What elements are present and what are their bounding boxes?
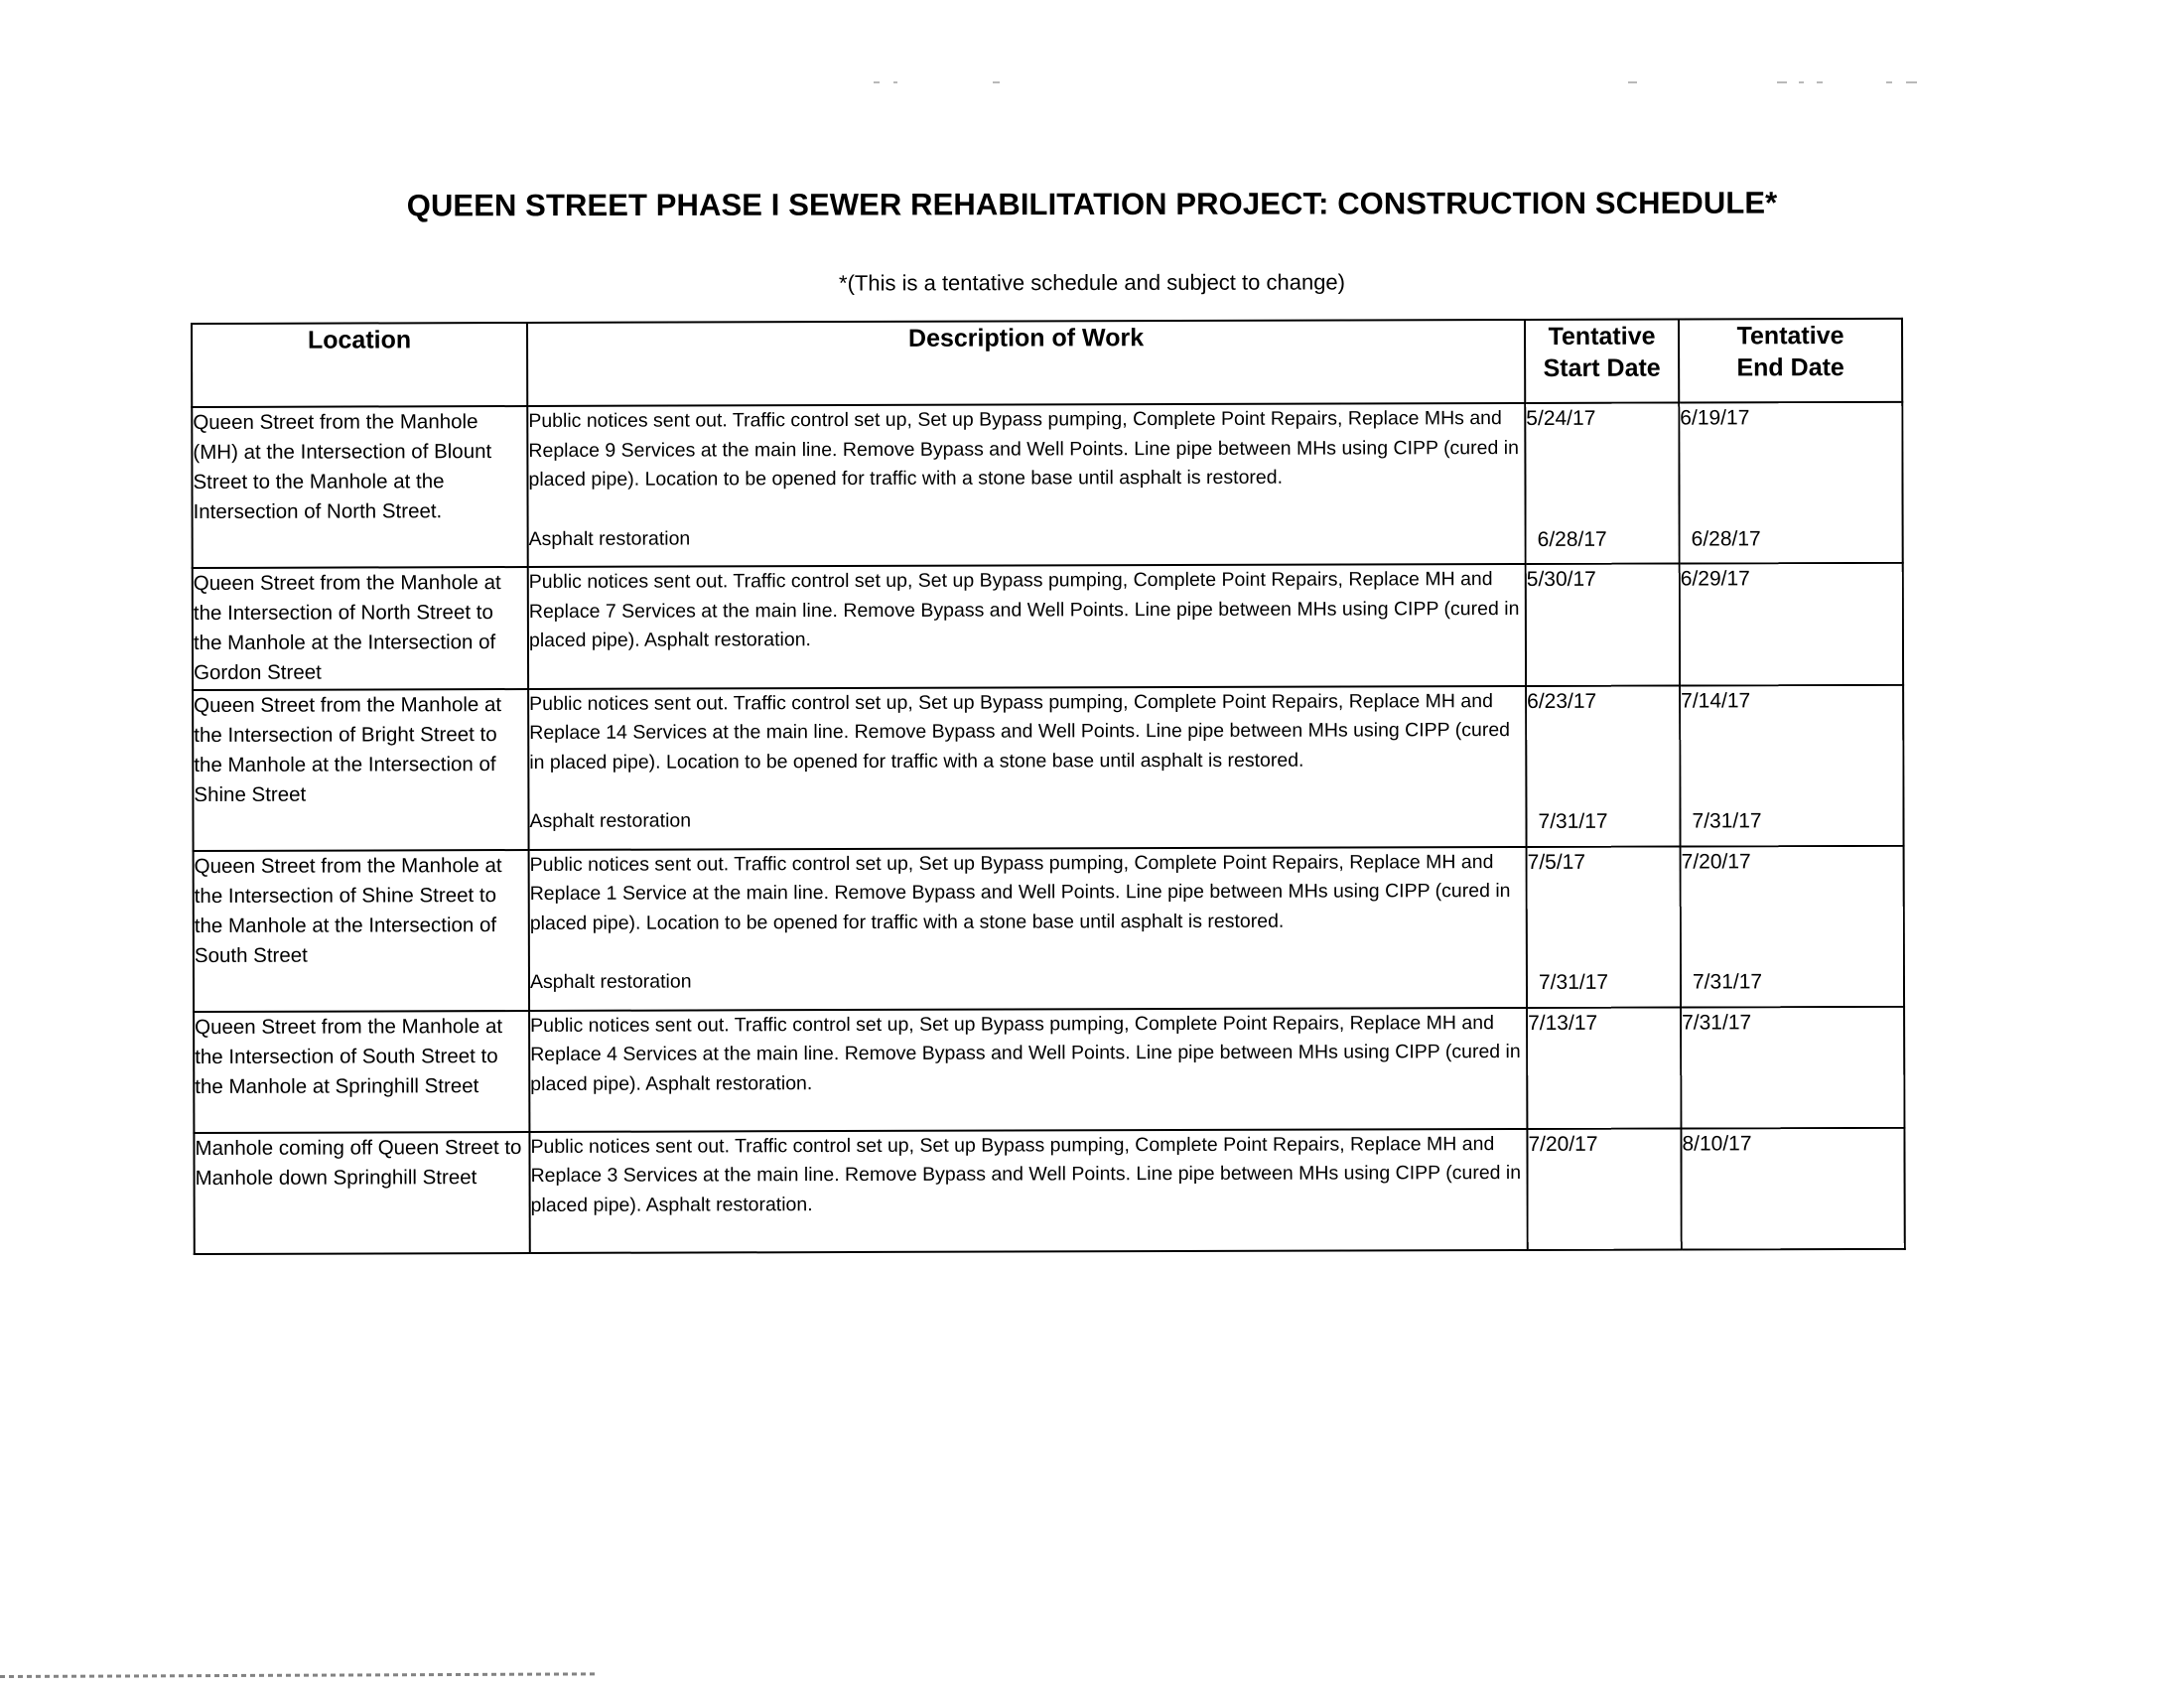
page-title: QUEEN STREET PHASE I SEWER REHABILITATION PROJECT: CONSTRUCTION SCHEDULE*: [406, 185, 1778, 223]
cell-description: [529, 1129, 1527, 1253]
table-body: [192, 402, 1905, 1254]
cell-start-date-primary: 6/23/17: [1527, 689, 1597, 713]
cell-location: Queen Street from the Manhole at the Intersection of Shine Street to the Manhole at the Intersection of South Street: [194, 849, 529, 1011]
cell-description: [529, 847, 1527, 1011]
construction-schedule-table: [191, 318, 1906, 1255]
column-header-description-label: Description of Work: [907, 324, 1145, 352]
cell-start-date-secondary: 7/31/17: [1538, 970, 1609, 995]
schedule-table-container: [191, 318, 1904, 1255]
table-row: [192, 402, 1902, 568]
column-header-location: [192, 323, 527, 407]
cell-end-date-secondary: 7/31/17: [1692, 970, 1763, 994]
table-row: [194, 845, 1904, 1011]
cell-end-date-secondary: 6/28/17: [1691, 526, 1761, 551]
scan-speckle-artifacts: [0, 77, 2184, 91]
table-row: [194, 1127, 1904, 1253]
cell-end-date-primary: 7/14/17: [1681, 688, 1751, 713]
column-header-end-date-line2: End Date: [1736, 353, 1844, 382]
cell-location: Queen Street from the Manhole at the Intersection of South Street to the Manhole at Springhill Street: [194, 1010, 529, 1132]
cell-description-asphalt: Asphalt restoration: [529, 809, 692, 833]
table-row: [193, 563, 1903, 690]
cell-location: Queen Street from the Manhole at the Intersection of Bright Street to the Manhole at the Intersection of Shine Street: [193, 688, 528, 850]
cell-start-date: [1526, 564, 1680, 686]
column-header-end-date: [1679, 319, 1902, 403]
column-header-description: [527, 320, 1525, 406]
cell-end-date: [1680, 684, 1903, 846]
cell-description-main: Public notices sent out. Traffic control set up, Set up Bypass pumping, Complete Point Repairs, Replace MH and Replace 3 Services at the main line. Remove Bypass and Well Points. Line pipe between MHs using CIPP (cured in placed pipe). Asphalt restoration.: [530, 1132, 1522, 1216]
cell-location: Queen Street from the Manhole at the Intersection of North Street to the Manhole at the Intersection of Gordon Street: [193, 567, 528, 690]
cell-start-date-primary: 7/20/17: [1528, 1132, 1598, 1156]
cell-end-date-primary: 7/31/17: [1682, 1010, 1752, 1035]
cell-end-date-primary: 6/29/17: [1680, 567, 1750, 591]
cell-description-main: Public notices sent out. Traffic control set up, Set up Bypass pumping, Complete Point Repairs, Replace MH and Replace 14 Services at the main line. Remove Bypass and Well Points. Line pipe between MHs using CIPP (cured in placed pipe). Location to be opened for traffic with a stone base until asphalt is restored.: [529, 689, 1511, 774]
table-row: [193, 684, 1903, 850]
cell-start-date: [1527, 1128, 1681, 1249]
cell-description-main: Public notices sent out. Traffic control set up, Set up Bypass pumping, Complete Point Repairs, Replace MH and Replace 1 Service at the main line. Remove Bypass and Well Points. Line pipe between MHs using CIPP (cured in placed pipe). Location to be opened for traffic with a stone base until asphalt is restored.: [529, 850, 1511, 934]
scan-bottom-edge-artifact: [0, 1672, 596, 1678]
cell-start-date: [1525, 403, 1679, 564]
cell-end-date-primary: 7/20/17: [1681, 849, 1751, 874]
cell-end-date: [1679, 402, 1902, 564]
cell-location: Queen Street from the Manhole (MH) at the Intersection of Blount Street to the Manhole at the Intersection of North Street.: [192, 406, 527, 568]
column-header-start-date-line1: Tentative: [1548, 322, 1656, 351]
cell-start-date-secondary: 7/31/17: [1538, 809, 1608, 834]
cell-description-main: Public notices sent out. Traffic control set up, Set up Bypass pumping, Complete Point Repairs, Replace MH and Replace 7 Services at the main line. Remove Bypass and Well Points. Line pipe between MHs using CIPP (cured in placed pipe). Asphalt restoration.: [528, 568, 1520, 652]
cell-description-asphalt: Asphalt restoration: [529, 970, 692, 994]
cell-description: [528, 564, 1526, 688]
cell-description-main: Public notices sent out. Traffic control set up, Set up Bypass pumping, Complete Point Repairs, Replace MHs and Replace 9 Services at the main line. Remove Bypass and Well Points. Line pipe between MHs using CIPP (cured in placed pipe). Location to be opened for traffic with a stone base until asphalt is restored.: [528, 407, 1519, 492]
cell-start-date-primary: 7/5/17: [1527, 850, 1586, 874]
cell-end-date-secondary: 7/31/17: [1692, 809, 1762, 833]
cell-start-date: [1526, 685, 1680, 846]
column-header-start-date: [1525, 320, 1679, 403]
table-header-row: [192, 319, 1902, 407]
table-row: [194, 1006, 1904, 1132]
cell-start-date-primary: 5/30/17: [1526, 567, 1596, 592]
cell-start-date: [1527, 846, 1681, 1007]
cell-end-date: [1681, 1006, 1904, 1128]
cell-description-asphalt: Asphalt restoration: [528, 527, 691, 550]
cell-start-date-primary: 5/24/17: [1526, 406, 1596, 431]
cell-start-date-secondary: 6/28/17: [1537, 527, 1607, 551]
column-header-location-label: Location: [307, 326, 412, 354]
cell-end-date-primary: 8/10/17: [1682, 1131, 1752, 1156]
cell-description: [528, 686, 1526, 850]
cell-end-date: [1680, 563, 1903, 685]
cell-end-date: [1681, 1127, 1904, 1249]
cell-description: [527, 403, 1525, 567]
column-header-end-date-line1: Tentative: [1736, 322, 1844, 351]
cell-end-date: [1681, 845, 1904, 1007]
cell-description-main: Public notices sent out. Traffic control set up, Set up Bypass pumping, Complete Point Repairs, Replace MH and Replace 4 Services at the main line. Remove Bypass and Well Points. Line pipe between MHs using CIPP (cured in placed pipe). Asphalt restoration.: [530, 1011, 1521, 1095]
cell-location: Manhole coming off Queen Street to Manhole down Springhill Street: [194, 1131, 529, 1253]
cell-start-date: [1527, 1007, 1681, 1128]
cell-end-date-primary: 6/19/17: [1680, 406, 1750, 430]
column-header-start-date-line2: Start Date: [1543, 353, 1661, 382]
cell-description: [529, 1008, 1527, 1132]
page-subtitle-note: *(This is a tentative schedule and subject to change): [838, 269, 1346, 296]
cell-start-date-primary: 7/13/17: [1528, 1011, 1598, 1035]
